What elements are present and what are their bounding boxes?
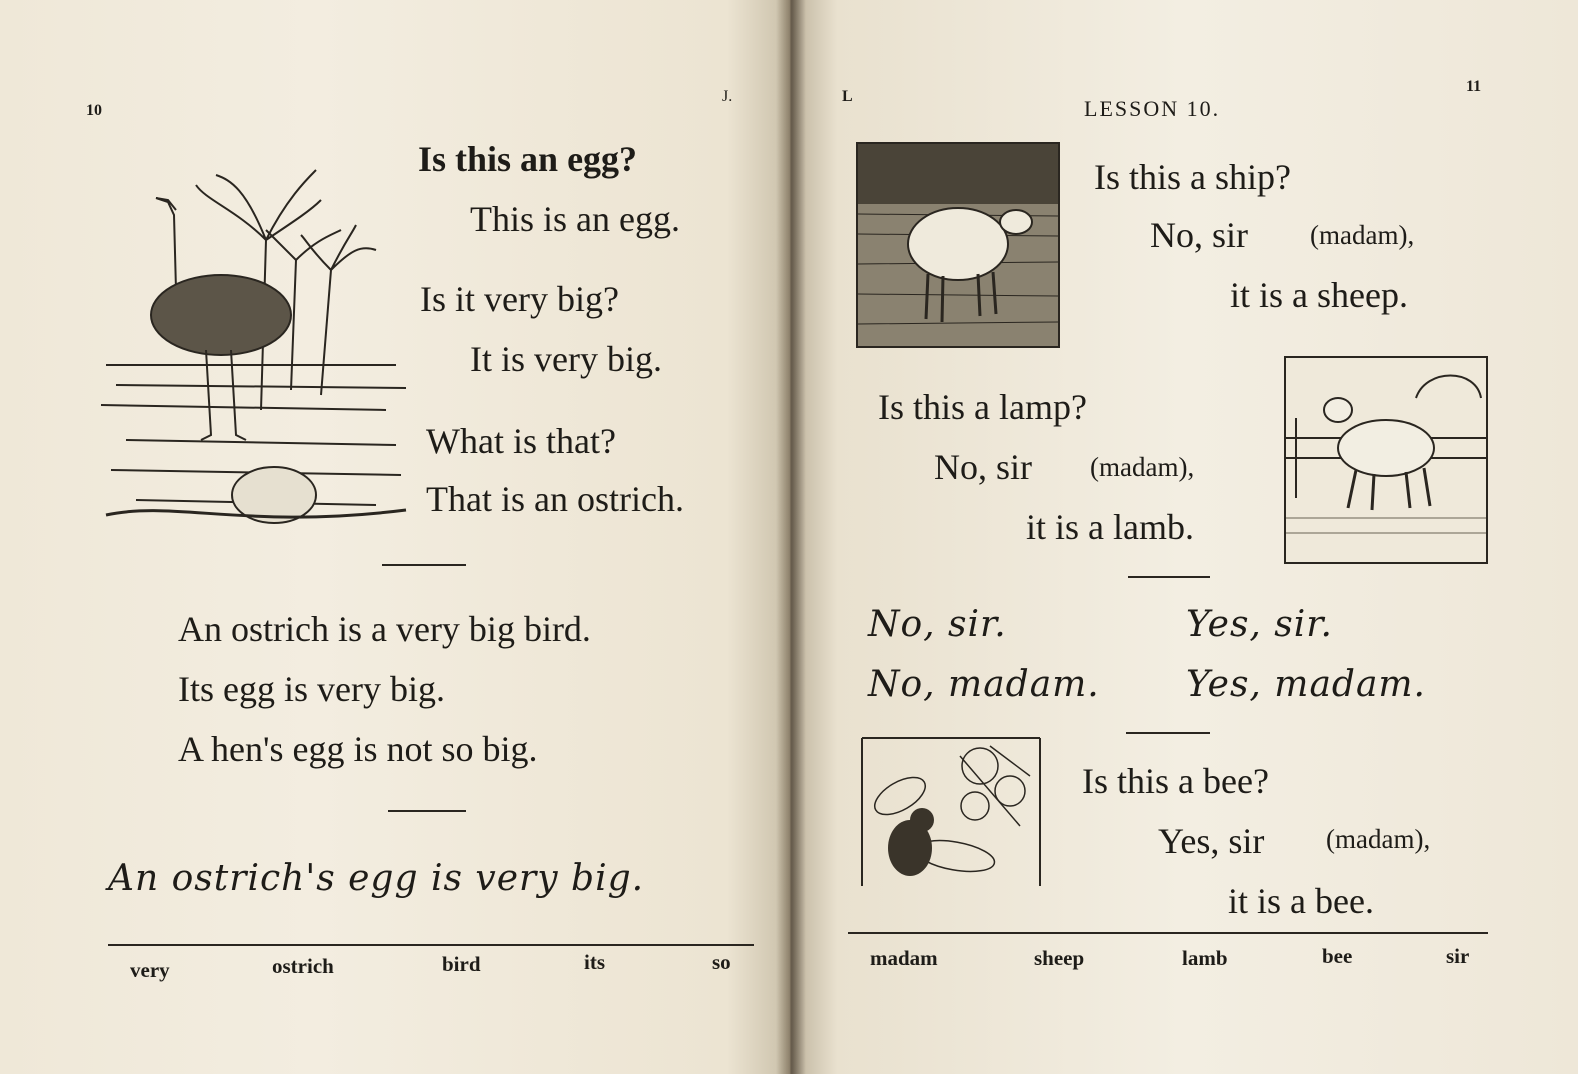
ostrich-illustration	[96, 140, 416, 540]
reading-line-1: An ostrich is a very big bird.	[178, 609, 591, 649]
book-gutter	[776, 0, 806, 1074]
lesson-title: LESSON 10.	[1084, 96, 1221, 121]
line-that-is-an-ostrich: That is an ostrich.	[426, 479, 684, 519]
page-number-left: 10	[86, 102, 102, 119]
vocab-word: lamb	[1182, 946, 1228, 970]
vocab-word: so	[712, 950, 731, 974]
divider	[1128, 576, 1210, 578]
vocab-word: bee	[1322, 944, 1353, 968]
script-yes-madam: Yes, madam.	[1186, 664, 1426, 705]
lamp-answer-no-sir: No, sir	[934, 447, 1032, 487]
divider	[1126, 732, 1210, 734]
line-is-this-an-egg: Is this an egg?	[418, 139, 638, 179]
right-page	[790, 0, 1578, 1074]
lamp-question: Is this a lamp?	[878, 387, 1087, 427]
lamp-answer-lamb: it is a lamb.	[1026, 507, 1194, 547]
vocab-word: sheep	[1034, 946, 1085, 970]
vocab-word: bird	[442, 952, 481, 976]
vocab-word: its	[584, 950, 605, 974]
ship-answer-madam: (madam),	[1310, 220, 1415, 250]
vocab-rule	[848, 932, 1488, 934]
vocab-word: madam	[870, 946, 938, 970]
bee-answer-bee: it is a bee.	[1228, 881, 1374, 921]
sheep-illustration	[856, 142, 1060, 348]
bee-answer-yes-sir: Yes, sir	[1158, 821, 1265, 861]
line-this-is-an-egg: This is an egg.	[470, 199, 680, 239]
corner-mark-right: L	[842, 88, 853, 105]
bee-illustration	[860, 736, 1046, 892]
ship-answer-no-sir: No, sir	[1150, 215, 1248, 255]
reading-line-3: A hen's egg is not so big.	[178, 729, 538, 769]
lamb-illustration	[1284, 356, 1488, 564]
vocab-word: sir	[1446, 944, 1470, 968]
reading-line-2: Its egg is very big.	[178, 669, 445, 709]
bee-question: Is this a bee?	[1082, 761, 1269, 801]
line-what-is-that: What is that?	[426, 421, 616, 461]
ship-question: Is this a ship?	[1094, 157, 1291, 197]
divider	[388, 810, 466, 812]
page-number-right: 11	[1466, 78, 1482, 95]
line-it-is-very-big: It is very big.	[470, 339, 662, 379]
script-yes-sir: Yes, sir.	[1186, 604, 1333, 645]
vocab-word: very	[130, 958, 170, 982]
bee-answer-madam: (madam),	[1326, 824, 1431, 854]
ship-answer-sheep: it is a sheep.	[1230, 275, 1408, 315]
divider	[382, 564, 466, 566]
corner-mark-left: J.	[722, 88, 733, 105]
lamp-answer-madam: (madam),	[1090, 452, 1195, 482]
script-no-madam: No, madam.	[868, 664, 1100, 705]
script-no-sir: No, sir.	[868, 604, 1007, 645]
line-is-it-very-big: Is it very big?	[420, 279, 619, 319]
vocab-word: ostrich	[272, 954, 334, 978]
script-line: An ostrich's egg is very big.	[108, 858, 645, 899]
vocab-rule	[108, 944, 754, 946]
